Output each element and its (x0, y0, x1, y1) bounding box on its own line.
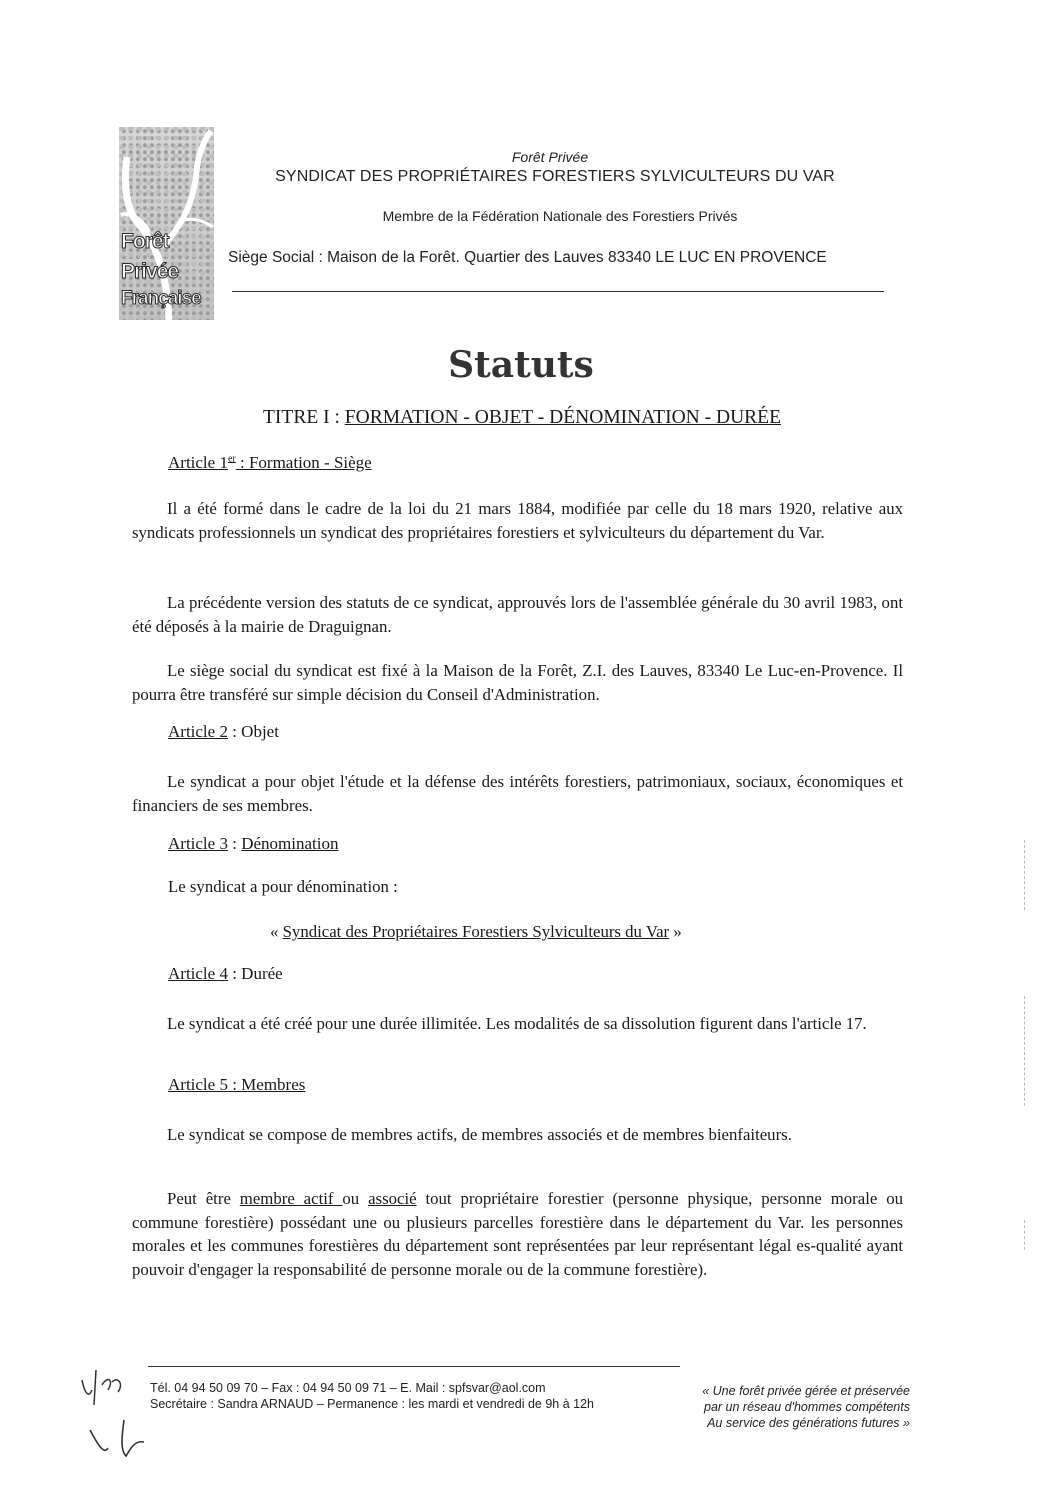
article-5-label: Article 5 (168, 1075, 228, 1094)
article-2-title: : Objet (227, 722, 279, 741)
article-3-label: Article 3 (168, 834, 228, 853)
article-3-title: Dénomination (241, 834, 339, 853)
footer-secretary: Secrétaire : Sandra ARNAUD – Permanence : les mardi et vendredi de 9h à 12h (150, 1397, 594, 1411)
term-associate: associé (368, 1189, 417, 1208)
logo-word-3: Française (121, 288, 201, 309)
article-2-label: Article 2 (168, 722, 228, 741)
quote-open: « (270, 922, 283, 941)
scan-mark (1024, 996, 1026, 1106)
header-membership: Membre de la Fédération Nationale des Forestiers Privés (382, 208, 738, 224)
document-title: Statuts (448, 344, 594, 386)
footer-contact: Tél. 04 94 50 09 70 – Fax : 04 94 50 09 71 – E. Mail : spfsvar@aol.com (150, 1381, 546, 1395)
paragraph-text-b: ou (342, 1189, 369, 1208)
scan-mark (1024, 1220, 1026, 1250)
article-1-heading (168, 453, 372, 473)
article-4-title: : Durée (227, 964, 283, 983)
paragraph-text-a: Peut être (167, 1189, 240, 1208)
article-4-paragraph-1: Le syndicat a été créé pour une durée illimitée. Les modalités de sa dissolution figurent dans l'article 17. (167, 1014, 867, 1033)
article-4-label: Article 4 (168, 964, 228, 983)
title-section-prefix: TITRE I : (263, 407, 345, 428)
quote-close: » (669, 922, 682, 941)
footer-motto-line-1: « Une forêt privée gérée et préservée (702, 1384, 910, 1398)
title-section-1 (0, 407, 1044, 429)
title-section-text: FORMATION - OBJET - DÉNOMINATION - DURÉE (344, 407, 781, 428)
handwritten-initials (78, 1360, 158, 1470)
article-1-paragraph-3: Le siège social du syndicat est fixé à la Maison de la Forêt, Z.I. des Lauves, 83340 Le Luc-en-Provence. Il pourra être transféré sur simple décision du Conseil d'Administration. (132, 661, 903, 704)
forest-logo (119, 127, 214, 320)
article-5-heading (168, 1075, 305, 1095)
article-5-title: : Membres (227, 1075, 306, 1094)
footer-divider (148, 1366, 680, 1367)
scan-mark (1024, 840, 1026, 910)
header-syndicate-name: SYNDICAT DES PROPRIÉTAIRES FORESTIERS SYLVICULTEURS DU VAR (275, 168, 835, 185)
article-3-heading (168, 834, 338, 854)
article-3-syndicate-name (270, 922, 682, 942)
article-4-heading (168, 964, 283, 984)
article-1-paragraph-2: La précédente version des statuts de ce syndicat, approuvés lors de l'assemblée générale du 30 avril 1983, ont été déposés à la mairie de Draguignan. (132, 593, 903, 636)
header-divider (232, 291, 884, 292)
syndicate-official-name: Syndicat des Propriétaires Forestiers Sylviculteurs du Var (282, 922, 670, 941)
article-1-paragraph-1: Il a été formé dans le cadre de la loi du 21 mars 1884, modifiée par celle du 18 mars 1920, relative aux syndicats professionnels un syndicat des propriétaires forestiers et sylviculteurs du département du Var. (132, 499, 903, 542)
header-head-office: Siège Social : Maison de la Forêt. Quartier des Lauves 83340 LE LUC EN PROVENCE (228, 249, 827, 266)
paragraph-text-c: tout propriétaire forestier (personne physique, personne morale ou commune forestière) possédant une ou plusieurs parcelles forestière dans le département du Var. les personnes morales et les communes forestières du département sont représentées par leur représentant légal es-qualité ayant pouvoir d'engager la responsabilité de personne morale ou de la commune forestière). (132, 1189, 903, 1279)
article-1-title: : Formation - Siège (235, 453, 372, 472)
article-5-paragraph-1: Le syndicat se compose de membres actifs, de membres associés et de membres bienfaiteurs. (167, 1125, 792, 1144)
article-3-paragraph-1: Le syndicat a pour dénomination : (168, 877, 398, 896)
logo-word-1: Forêt (121, 230, 169, 253)
article-2-paragraph-1: Le syndicat a pour objet l'étude et la défense des intérêts forestiers, patrimoniaux, sociaux, économiques et financiers de ses membres. (132, 772, 903, 815)
article-5-paragraph-2 (132, 1187, 903, 1281)
footer-motto-line-2: par un réseau d'hommes compétents (704, 1400, 910, 1414)
logo-word-2: Privée (121, 260, 179, 283)
term-active-member: membre actif (239, 1189, 343, 1208)
footer-motto-line-3: Au service des générations futures » (707, 1416, 910, 1430)
article-1-label: Article 1 (168, 453, 228, 472)
header-org: Forêt Privée (511, 149, 589, 165)
article-2-heading (168, 722, 279, 742)
article-3-colon: : (227, 834, 242, 853)
article-1-sup: er (227, 453, 236, 465)
